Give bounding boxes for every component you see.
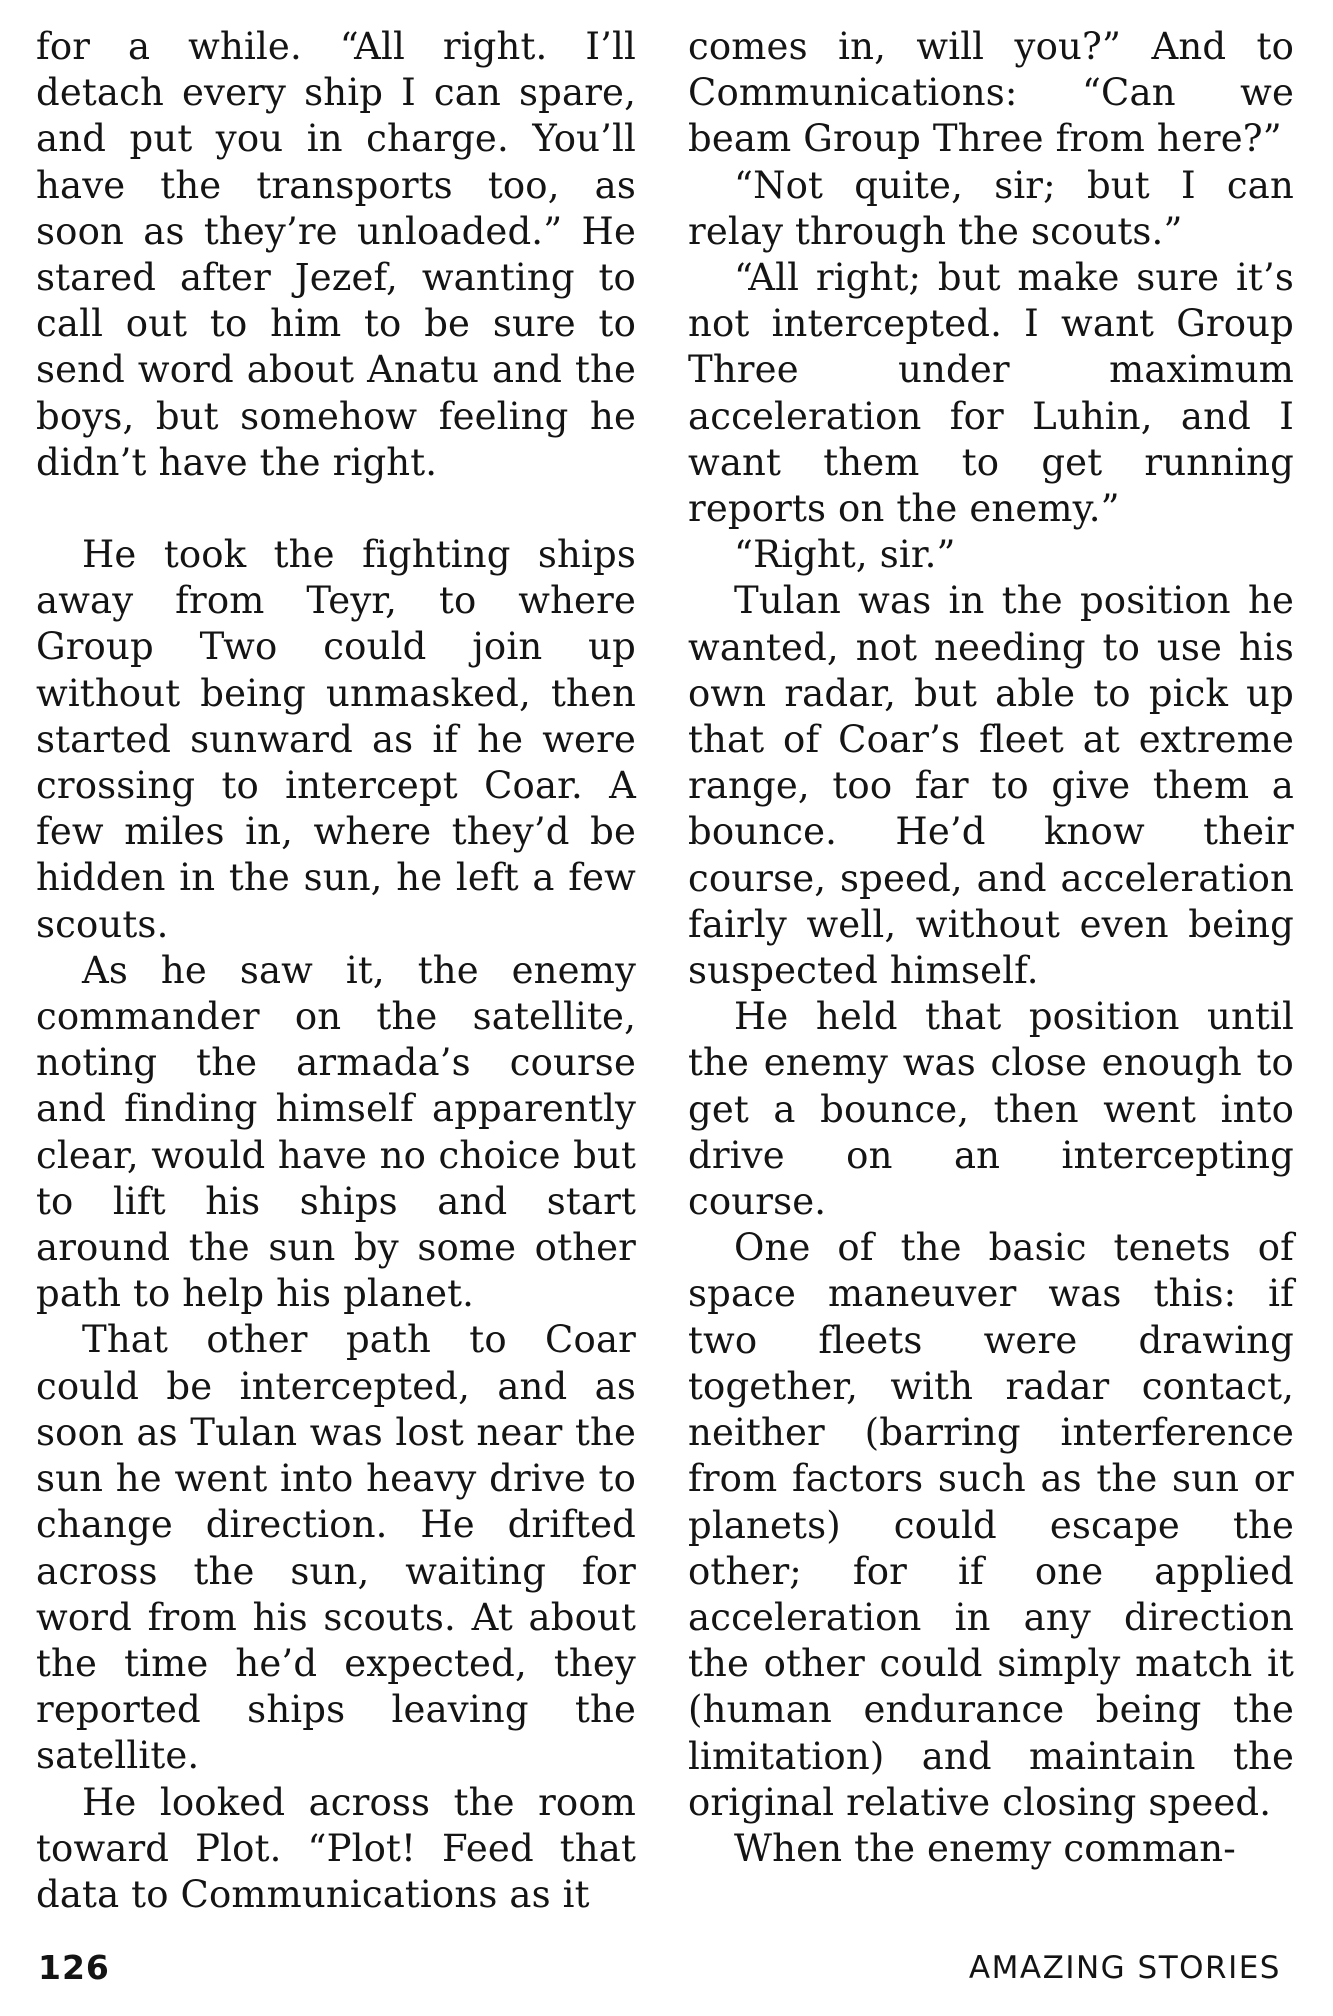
paragraph: As he saw it, the enemy commander on the satellite, noting the armada’s course and finding himself apparently clear, would have no choice but to lift his ships and start around the sun by some other path to help his planet. (36, 948, 636, 1316)
paragraph: for a while. “All right. I’ll detach every ship I can spare, and put you in charge. You’ll have the transports too, as soon as they’re unloaded.” He stared after Jezef, wanting to call out to him to be sure to send word about Anatu and the boys, but somehow feeling he didn’t have the right. (36, 25, 636, 484)
paragraph: “All right; but make sure it’s not intercepted. I want Group Three under maximum acceleration for Luhin, and I want them to get running reports on the enemy.” (688, 256, 1294, 531)
paragraph: Tulan was in the position he wanted, not needing to use his own radar, but able to pick up that of Coar’s fleet at extreme range, too far to give them a bounce. He’d know their course, speed, and acceleration fairly well, without even being suspected himself. (688, 579, 1294, 993)
paragraph: One of the basic tenets of space maneuver was this: if two fleets were drawing together, with radar contact, neither (barring interference from factors such as the sun or planets) could escape the other; for if one applied acceleration in any direction the other could simply match it (human endurance being the limitation) and maintain the original relative closing speed. (688, 1226, 1294, 1824)
paragraph: comes in, will you?” And to Communications: “Can we beam Group Three from here?” (688, 25, 1294, 161)
paragraph: He took the fighting ships away from Teyr, to where Group Two could join up without being unmasked, then started sunward as if he were crossing to intercept Coar. A few miles in, where they’d be hidden in the sun, he left a few scouts. (36, 533, 636, 946)
page-number: 126 (38, 1948, 110, 1987)
paragraph: When the enemy comman- (734, 1826, 1236, 1870)
left-column (36, 24, 636, 1918)
right-column (688, 24, 1294, 1872)
paragraph: He looked across the room toward Plot. “Plot! Feed that data to Communications as it (36, 1780, 636, 1916)
paragraph: He held that position until the enemy was close enough to get a bounce, then went into drive on an intercepting course. (688, 995, 1294, 1224)
paragraph: “Right, sir.” (734, 533, 956, 577)
paragraph: “Not quite, sir; but I can relay through the scouts.” (688, 163, 1294, 253)
paragraph: That other path to Coar could be intercepted, and as soon as Tulan was lost near the sun he went into heavy drive to change direction. He drifted across the sun, waiting for word from his scouts. At about the time he’d expected, they reported ships leaving the satellite. (36, 1318, 636, 1778)
running-footer-title: AMAZING STORIES (968, 1950, 1281, 1986)
